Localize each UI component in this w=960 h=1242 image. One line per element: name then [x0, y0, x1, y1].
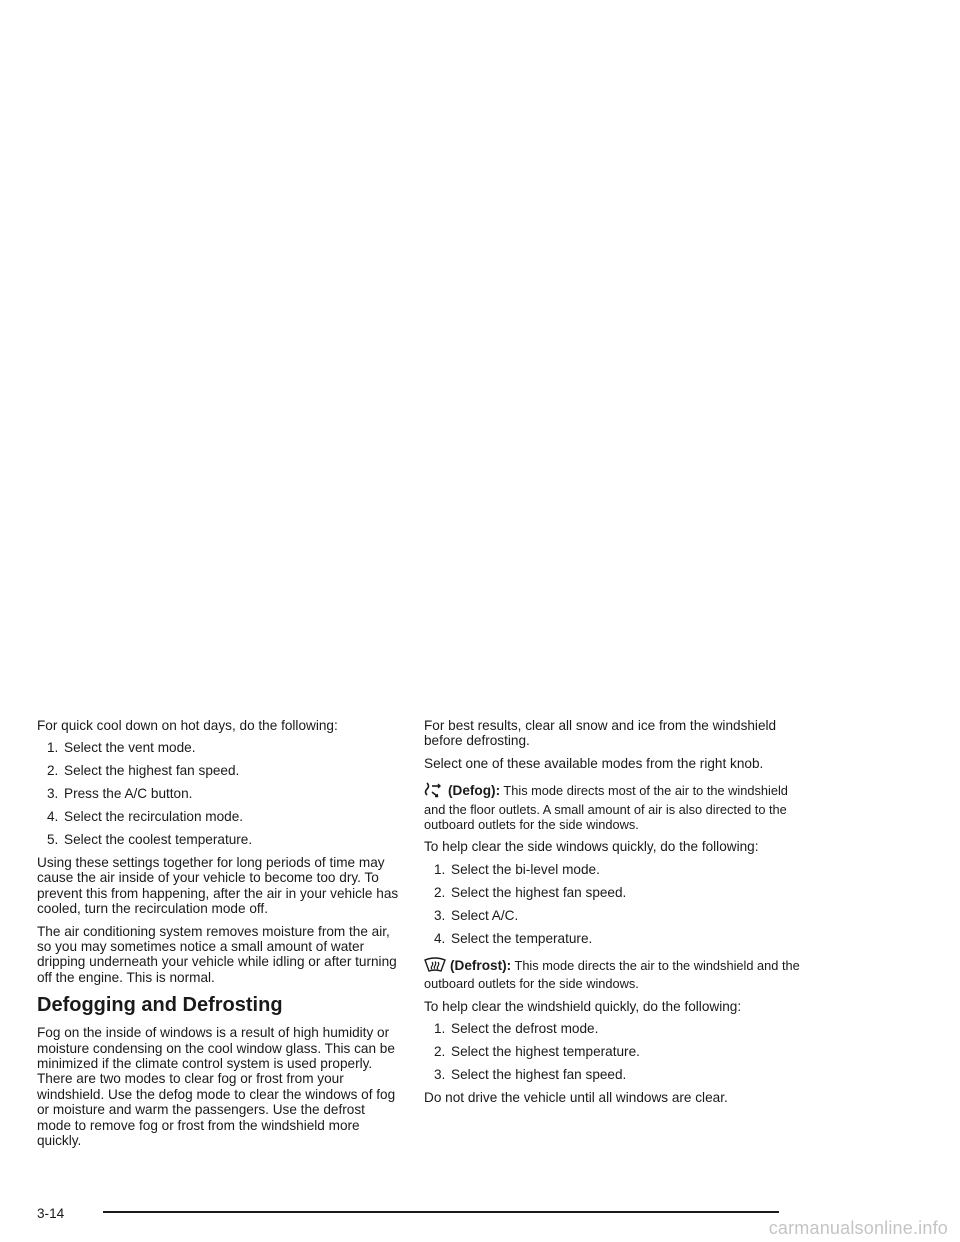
list-item: 2. Select the highest fan speed.: [434, 884, 627, 900]
list-item: 2. Select the highest temperature.: [434, 1044, 640, 1060]
quick-cool-intro: For quick cool down on hot days, do the following:: [37, 718, 338, 733]
side-windows-steps: [424, 862, 804, 946]
defog-mode-icon: [424, 782, 444, 801]
windshield-intro: To help clear the windshield quickly, do the following:: [424, 998, 742, 1014]
section-heading: Defogging and Defrosting: [37, 994, 283, 1017]
closing-paragraph: Do not drive the vehicle until all windows are clear.: [424, 1089, 728, 1105]
list-item: 3. Select A/C.: [434, 907, 519, 923]
recirculation-paragraph: Using these settings together for long periods of time may cause the air inside of your vehicle to become too dry. To prevent this from happening, after the air in your vehicle has cooled, turn the recirculation mode off.: [37, 854, 399, 917]
list-item: 1. Select the bi-level mode.: [434, 861, 600, 877]
defog-paragraph: [424, 782, 804, 832]
defrost-label: (Defrost):: [450, 957, 512, 973]
watermark: carmanualsonline.info: [768, 1218, 948, 1238]
list-item: 2. Select the highest fan speed.: [47, 763, 240, 779]
side-windows-intro: To help clear the side windows quickly, do the following:: [424, 839, 759, 855]
list-item: 4. Select the temperature.: [434, 930, 593, 946]
windshield-steps: [424, 1021, 804, 1082]
left-column: [37, 718, 399, 1155]
page-number: 3-14: [37, 1206, 65, 1221]
list-item: 4. Select the recirculation mode.: [47, 809, 244, 825]
snow-ice-paragraph: For best results, clear all snow and ice from the windshield before defrosting.: [424, 718, 777, 749]
defog-label: (Defog):: [448, 783, 501, 799]
quick-cool-steps: [37, 740, 399, 847]
list-item: 1. Select the defrost mode.: [434, 1021, 599, 1037]
defrost-mode-icon: [424, 957, 446, 976]
footer-rule: [103, 1211, 779, 1213]
list-item: 3. Select the highest fan speed.: [434, 1067, 627, 1082]
defrost-description: This mode directs the air to the windshield and the outboard outlets for the side windows.: [424, 957, 800, 992]
right-column: [424, 718, 804, 1112]
defog-description: This mode directs most of the air to the windshield and the floor outlets. A small amount of air is also directed to the outboard outlets for the side windows.: [424, 783, 788, 833]
list-item: 5. Select the coolest temperature.: [47, 832, 253, 848]
modes-paragraph: Select one of these available modes from the right knob.: [424, 755, 764, 771]
fog-paragraph: Fog on the inside of windows is a result of high humidity or moisture condensing on the cool window glass. This can be minimized if the climate control system is used properly. There are two modes to clear fog or frost from your windshield. Use the defog mode to clear the windows of fog or moisture and warm the passengers. Use the defrost mode to remove fog or frost from the windshield more quickly.: [37, 1025, 396, 1149]
moisture-paragraph: The air conditioning system removes moisture from the air, so you may sometimes notice a small amount of water dripping underneath your vehicle while idling or after turning off the engine. This is normal.: [37, 923, 397, 985]
defrost-paragraph: [424, 957, 804, 992]
list-item: 1. Select the vent mode.: [47, 740, 196, 756]
list-item: 3. Press the A/C button.: [47, 786, 193, 802]
